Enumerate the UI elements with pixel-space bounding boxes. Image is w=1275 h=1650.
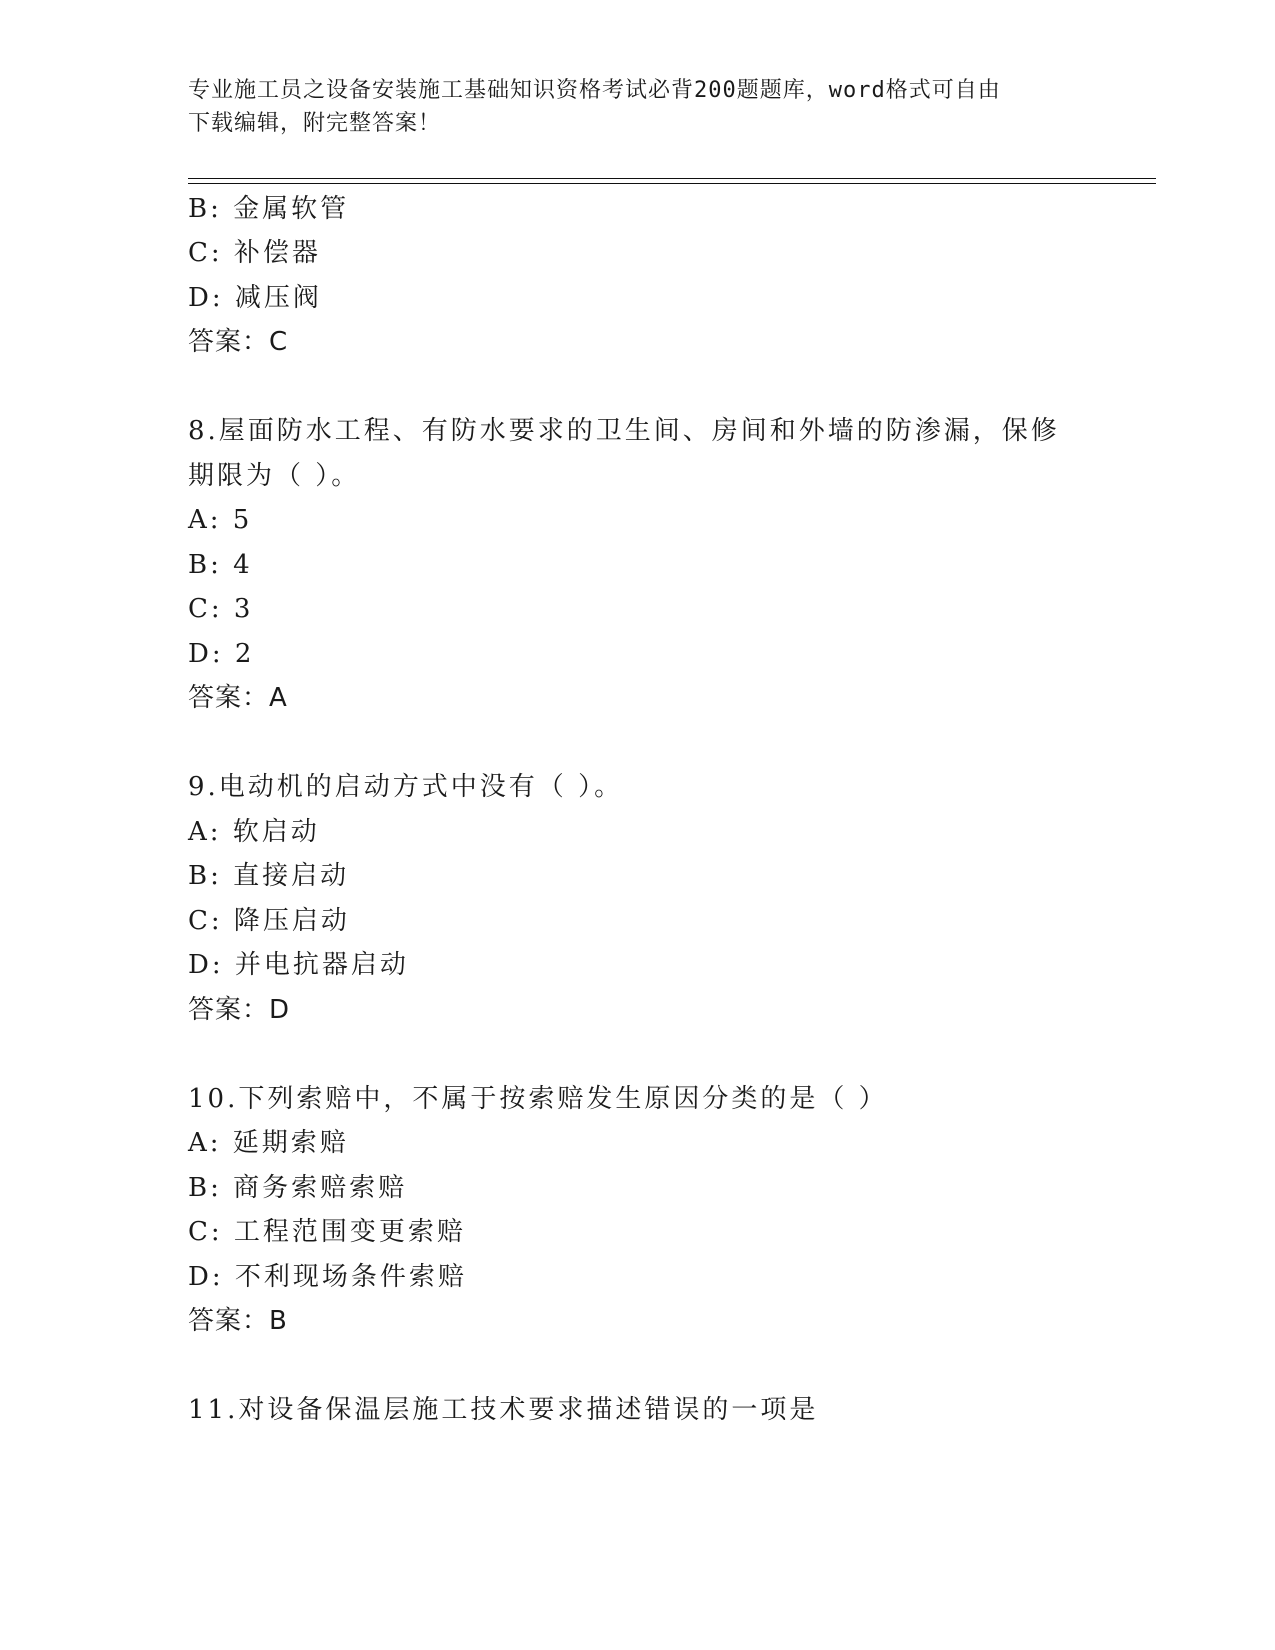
q9-option-b: B: 直接启动 bbox=[188, 861, 350, 891]
q10-question: 10.下列索赔中，不属于按索赔发生原因分类的是（ ） bbox=[188, 1084, 888, 1114]
q9-answer: 答案：D bbox=[188, 995, 291, 1025]
q8-option-b: B: 4 bbox=[188, 550, 253, 580]
q10-option-b: B: 商务索赔索赔 bbox=[188, 1173, 408, 1203]
q8-question-line-2: 期限为（ ）。 bbox=[188, 461, 361, 491]
q9-option-d: D: 并电抗器启动 bbox=[188, 950, 409, 980]
q7-option-b: B: 金属软管 bbox=[188, 194, 350, 224]
q9-option-a: A: 软启动 bbox=[188, 817, 320, 847]
q7-answer: 答案：C bbox=[188, 327, 289, 357]
q8-question-line-1: 8.屋面防水工程、有防水要求的卫生间、房间和外墙的防渗漏，保修 bbox=[188, 416, 1060, 446]
q7-option-d: D: 减压阀 bbox=[188, 283, 322, 313]
header-divider-top bbox=[188, 178, 1156, 179]
q9-option-c: C: 降压启动 bbox=[188, 906, 350, 936]
q10-option-d: D: 不利现场条件索赔 bbox=[188, 1262, 467, 1292]
q8-option-d: D: 2 bbox=[188, 639, 255, 669]
q9-question: 9.电动机的启动方式中没有（ ）。 bbox=[188, 772, 624, 802]
header-title-line-2: 下载编辑，附完整答案！ bbox=[188, 111, 442, 136]
header-title-line-1: 专业施工员之设备安装施工基础知识资格考试必背200题题库，word格式可自由 bbox=[188, 78, 1001, 103]
q10-option-c: C: 工程范围变更索赔 bbox=[188, 1217, 466, 1247]
q11-question: 11.对设备保温层施工技术要求描述错误的一项是 bbox=[188, 1395, 819, 1425]
q10-option-a: A: 延期索赔 bbox=[188, 1128, 349, 1158]
header-divider-bottom bbox=[188, 183, 1156, 184]
q7-option-c: C: 补偿器 bbox=[188, 238, 321, 268]
q8-option-c: C: 3 bbox=[188, 594, 254, 624]
q8-option-a: A: 5 bbox=[188, 505, 253, 535]
q10-answer: 答案：B bbox=[188, 1306, 288, 1336]
q8-answer: 答案：A bbox=[188, 683, 288, 713]
document-header bbox=[188, 74, 1068, 140]
